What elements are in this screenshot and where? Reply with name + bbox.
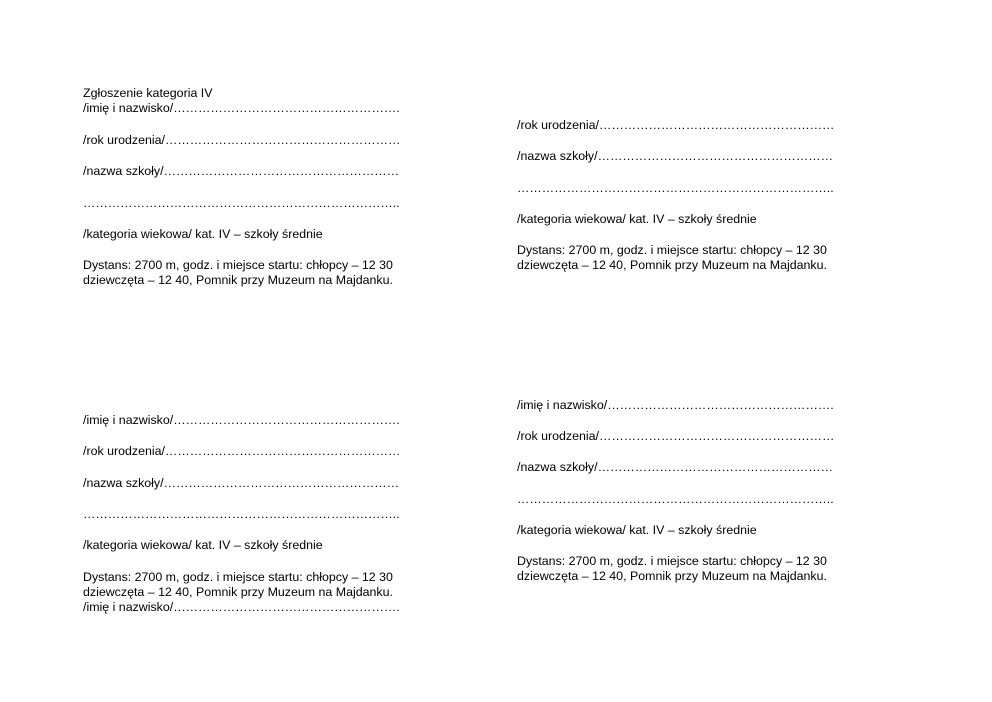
name-line-trailing: /imię i nazwisko/………………………………………………. (83, 600, 400, 614)
name-line: /imię i nazwisko/………………………………………………. (83, 413, 400, 427)
school-name-line: /nazwa szkoły/………………………………………………… (83, 476, 399, 490)
distance-info-line-1: Dystans: 2700 m, godz. i miejsce startu: chłopcy – 12 30 (83, 570, 393, 584)
school-name-line: /nazwa szkoły/………………………………………………… (83, 164, 399, 178)
name-line: /imię i nazwisko/………………………………………………. (517, 398, 834, 412)
birth-year-line: /rok urodzenia/………………………………………………… (83, 133, 401, 147)
age-category-line: /kategoria wiekowa/ kat. IV – szkoły średnie (83, 538, 323, 552)
distance-info-line-2: dziewczęta – 12 40, Pomnik przy Muzeum na Majdanku. (83, 273, 393, 287)
distance-info-line-1: Dystans: 2700 m, godz. i miejsce startu: chłopcy – 12 30 (517, 554, 827, 568)
distance-info-line-2: dziewczęta – 12 40, Pomnik przy Muzeum na Majdanku. (517, 258, 827, 272)
name-line: /imię i nazwisko/………………………………………………. (83, 101, 400, 115)
blank-line: ………………………………………………………………….. (517, 181, 834, 195)
birth-year-line: /rok urodzenia/………………………………………………… (517, 429, 835, 443)
age-category-line: /kategoria wiekowa/ kat. IV – szkoły średnie (517, 523, 757, 537)
school-name-line: /nazwa szkoły/………………………………………………… (517, 460, 833, 474)
distance-info-line-2: dziewczęta – 12 40, Pomnik przy Muzeum na Majdanku. (83, 585, 393, 599)
blank-line: ………………………………………………………………….. (83, 196, 400, 210)
blank-line: ………………………………………………………………….. (83, 507, 400, 521)
blank-line: ………………………………………………………………….. (517, 492, 834, 506)
distance-info-line-2: dziewczęta – 12 40, Pomnik przy Muzeum na Majdanku. (517, 569, 827, 583)
birth-year-line: /rok urodzenia/………………………………………………… (83, 444, 401, 458)
form-header: Zgłoszenie kategoria IV (83, 86, 213, 100)
distance-info-line-1: Dystans: 2700 m, godz. i miejsce startu: chłopcy – 12 30 (517, 243, 827, 257)
school-name-line: /nazwa szkoły/………………………………………………… (517, 149, 833, 163)
age-category-line: /kategoria wiekowa/ kat. IV – szkoły średnie (517, 212, 757, 226)
age-category-line: /kategoria wiekowa/ kat. IV – szkoły średnie (83, 227, 323, 241)
birth-year-line: /rok urodzenia/………………………………………………… (517, 118, 835, 132)
distance-info-line-1: Dystans: 2700 m, godz. i miejsce startu: chłopcy – 12 30 (83, 258, 393, 272)
